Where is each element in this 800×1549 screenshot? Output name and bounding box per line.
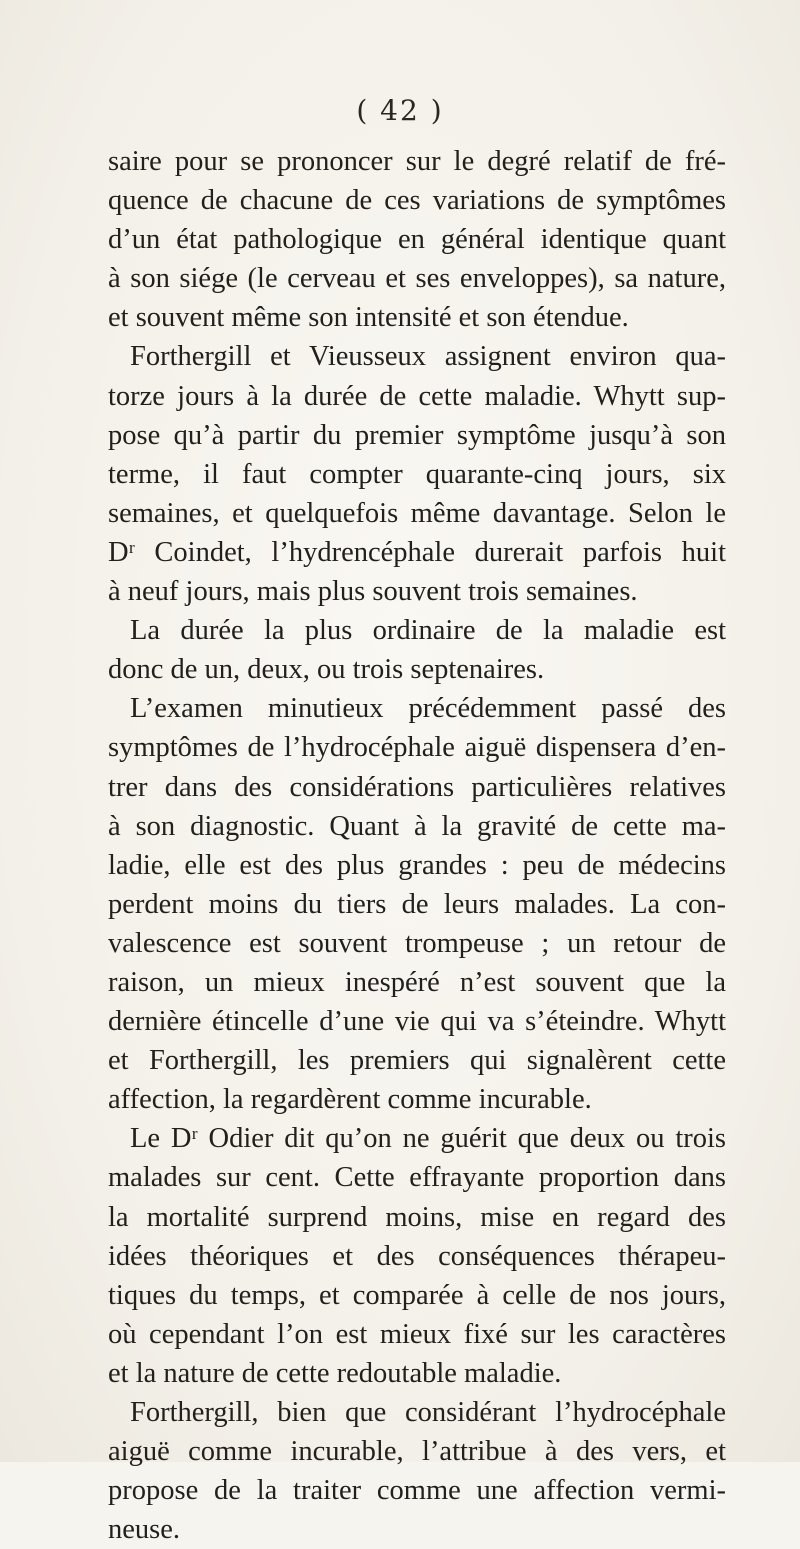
text-line: à neuf jours, mais plus souvent trois semaines. bbox=[108, 576, 638, 608]
page-number: ( 42 ) bbox=[356, 94, 444, 127]
text-line: et souvent même son intensité et son étendue. bbox=[108, 302, 629, 334]
text-line: tiques du temps, et comparée à celle de nos jours, bbox=[108, 1279, 726, 1311]
text-line: raison, un mieux inespéré n’est souvent que la bbox=[108, 966, 726, 998]
text-line: neuse. bbox=[108, 1514, 181, 1546]
text-line: d’un état pathologique en général identique quant bbox=[108, 224, 726, 256]
text-line: et la nature de cette redoutable maladie. bbox=[108, 1357, 562, 1389]
text-line: malades sur cent. Cette effrayante proportion dans bbox=[108, 1162, 726, 1194]
text-line: Le Dʳ Odier dit qu’on ne guérit que deux ou trois bbox=[130, 1123, 726, 1155]
text-line: quence de chacune de ces variations de symptômes bbox=[108, 185, 726, 217]
text-line: saire pour se prononcer sur le degré relatif de fré- bbox=[108, 146, 726, 177]
text-line: symptômes de l’hydrocéphale aiguë dispensera d’en- bbox=[108, 732, 726, 764]
text-line: L’examen minutieux précédemment passé des bbox=[130, 693, 726, 725]
text-line: dernière étincelle d’une vie qui va s’éteindre. Whytt bbox=[108, 1006, 726, 1038]
text-line: semaines, et quelquefois même davantage. Selon le bbox=[108, 497, 726, 529]
text-line: perdent moins du tiers de leurs malades. La con- bbox=[108, 888, 726, 920]
text-line: propose de la traiter comme une affection vermi- bbox=[108, 1475, 726, 1507]
body-text bbox=[108, 142, 726, 1549]
text-line: affection, la regardèrent comme incurable. bbox=[108, 1084, 592, 1116]
text-line: Forthergill, bien que considérant l’hydrocéphale bbox=[130, 1397, 726, 1428]
text-line: trer dans des considérations particulières relatives bbox=[108, 771, 726, 803]
text-line: valescence est souvent trompeuse ; un retour de bbox=[108, 927, 726, 959]
text-line: Forthergill et Vieusseux assignent environ qua- bbox=[130, 341, 726, 373]
text-line: donc de un, deux, ou trois septenaires. bbox=[108, 654, 545, 686]
text-line: pose qu’à partir du premier symptôme jusqu’à son bbox=[108, 419, 726, 451]
text-line: à son siége (le cerveau et ses enveloppes), sa nature, bbox=[108, 263, 726, 295]
text-line: aiguë comme incurable, l’attribue à des vers, et bbox=[108, 1436, 726, 1468]
text-line: la mortalité surprend moins, mise en regard des bbox=[108, 1201, 726, 1233]
text-line: idées théoriques et des conséquences thérapeu- bbox=[108, 1240, 726, 1272]
text-line: Dʳ Coindet, l’hydrencéphale durerait parfois huit bbox=[108, 536, 726, 568]
text-line: et Forthergill, les premiers qui signalèrent cette bbox=[108, 1045, 726, 1077]
text-line: terme, il faut compter quarante-cinq jours, six bbox=[108, 458, 726, 490]
text-line: torze jours à la durée de cette maladie. Whytt sup- bbox=[108, 380, 726, 412]
text-line: La durée la plus ordinaire de la maladie est bbox=[130, 615, 726, 647]
text-line: où cependant l’on est mieux fixé sur les caractères bbox=[108, 1318, 726, 1350]
text-line: à son diagnostic. Quant à la gravité de cette ma- bbox=[108, 810, 726, 842]
text-line: ladie, elle est des plus grandes : peu de médecins bbox=[108, 849, 726, 881]
